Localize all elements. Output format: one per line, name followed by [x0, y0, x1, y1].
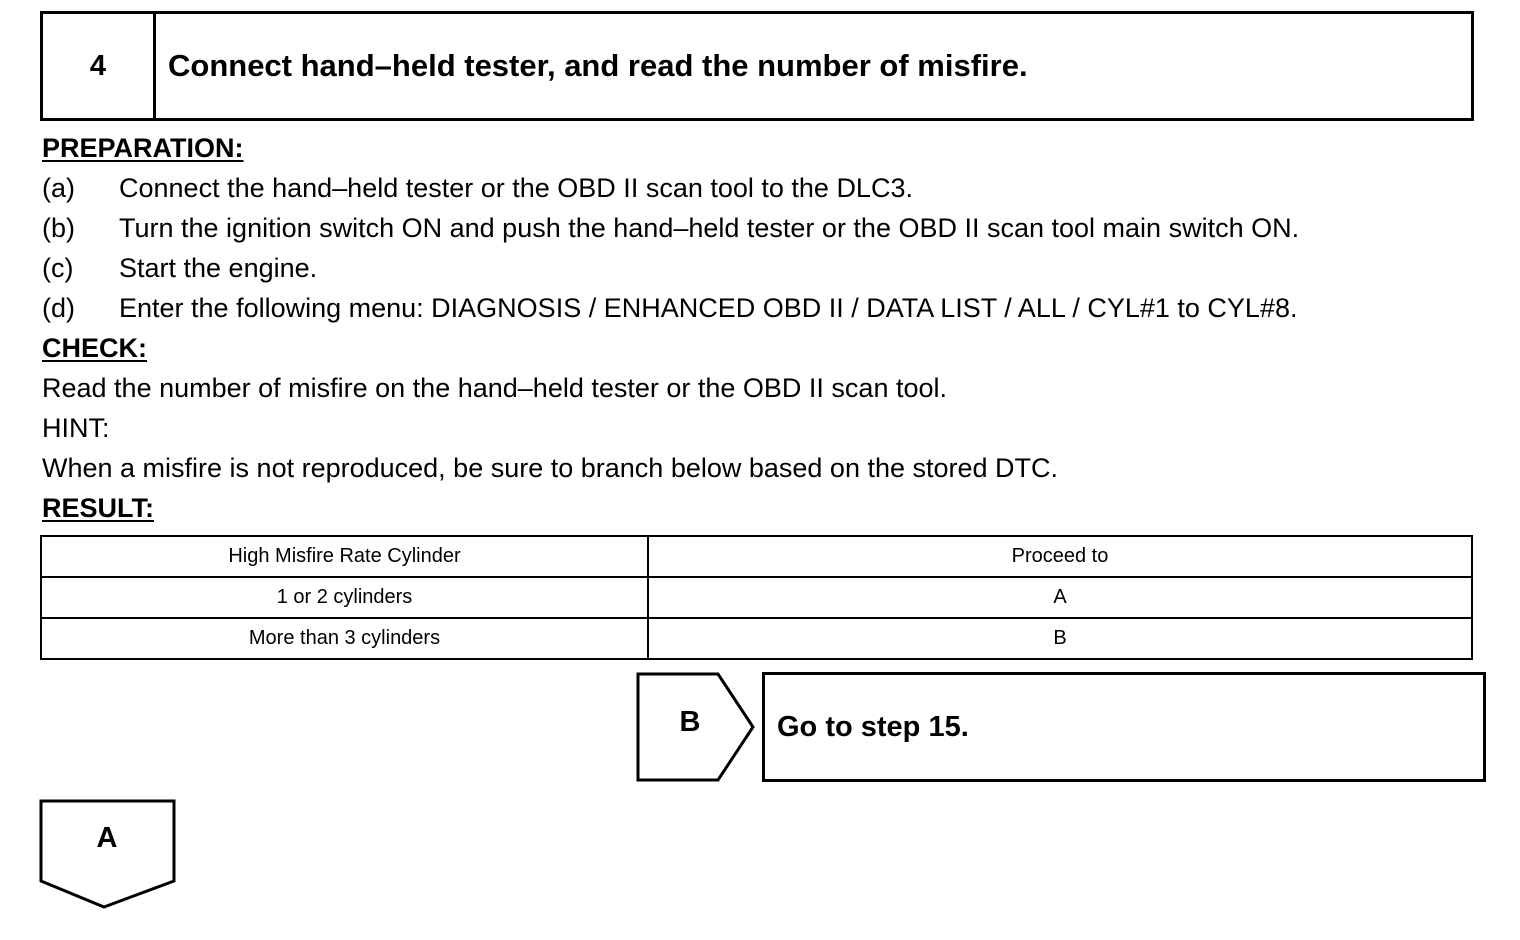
- table-cell: 1 or 2 cylinders: [41, 577, 648, 618]
- step-header: [40, 11, 1474, 121]
- table-cell: B: [648, 618, 1472, 659]
- item-text: Turn the ignition switch ON and push the hand–held tester or the OBD II scan tool main switch ON.: [119, 213, 1300, 243]
- step-title: Connect hand–held tester, and read the number of misfire.: [168, 48, 1028, 83]
- column-header-proceed: Proceed to: [648, 536, 1472, 577]
- preparation-item: [42, 168, 1482, 208]
- table-row: [41, 577, 1472, 618]
- procedure-content: [42, 128, 1482, 528]
- check-heading: CHECK:: [42, 333, 147, 363]
- table-cell: A: [648, 577, 1472, 618]
- preparation-item: [42, 288, 1482, 328]
- step-number: 4: [43, 14, 156, 118]
- item-marker: (c): [42, 253, 74, 283]
- branch-b-label: B: [679, 706, 701, 738]
- branch-a-label: A: [96, 822, 118, 854]
- hint-label: HINT:: [42, 413, 110, 443]
- result-table: [40, 535, 1473, 660]
- column-header-cylinder: High Misfire Rate Cylinder: [41, 536, 648, 577]
- item-text: Connect the hand–held tester or the OBD II scan tool to the DLC3.: [119, 173, 913, 203]
- item-marker: (b): [42, 213, 75, 243]
- item-text: Enter the following menu: DIAGNOSIS / ENHANCED OBD II / DATA LIST / ALL / CYL#1 to CYL#8.: [119, 293, 1298, 323]
- table-header-row: [41, 536, 1472, 577]
- item-marker: (a): [42, 173, 75, 203]
- table-cell: More than 3 cylinders: [41, 618, 648, 659]
- result-heading: RESULT:: [42, 493, 154, 523]
- hint-text: When a misfire is not reproduced, be sure to branch below based on the stored DTC.: [42, 453, 1059, 483]
- item-marker: (d): [42, 293, 75, 323]
- preparation-item: [42, 208, 1482, 248]
- branch-b-box: Go to step 15.: [762, 672, 1486, 782]
- preparation-heading: PREPARATION:: [42, 133, 244, 163]
- preparation-item: [42, 248, 1482, 288]
- check-text: Read the number of misfire on the hand–held tester or the OBD II scan tool.: [42, 373, 948, 403]
- item-text: Start the engine.: [119, 253, 318, 283]
- table-row: [41, 618, 1472, 659]
